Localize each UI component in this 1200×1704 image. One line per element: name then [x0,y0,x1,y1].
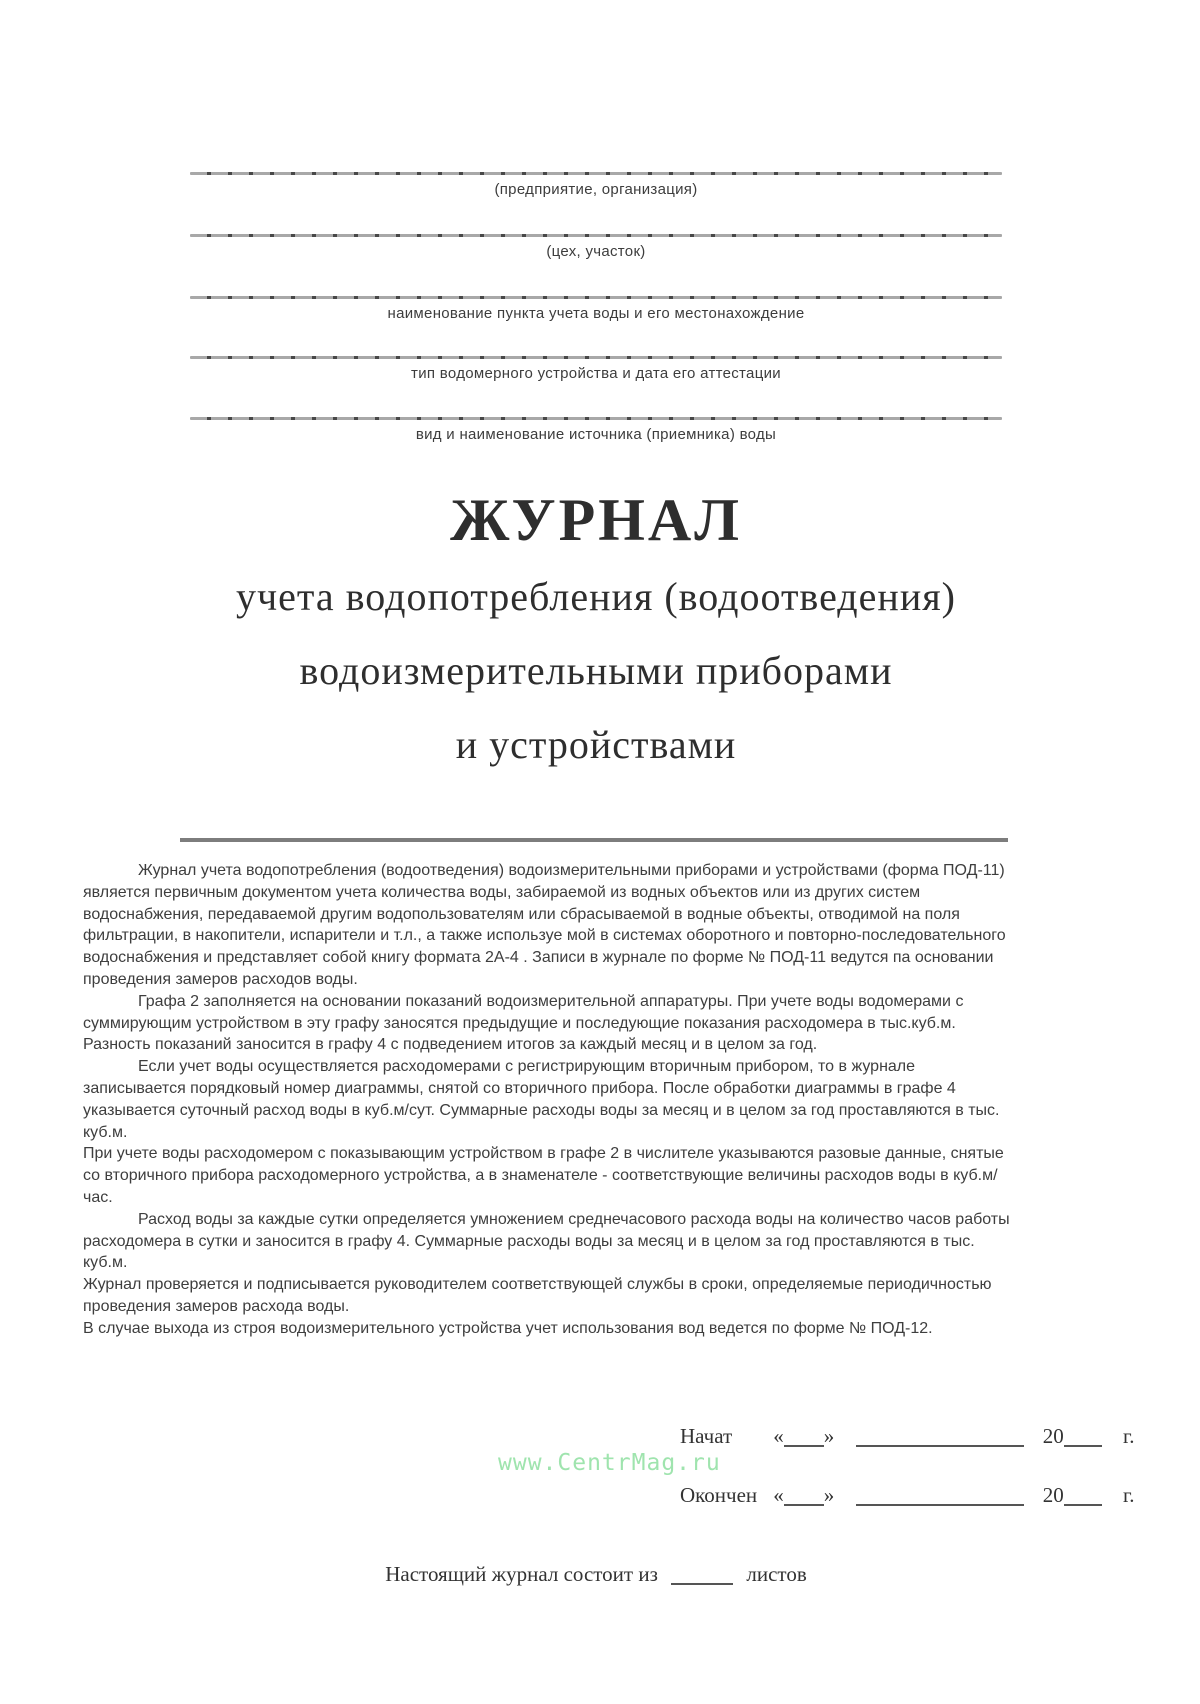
started-year-blank [1064,1445,1102,1447]
page-subtitle-line-1: учета водопотребления (водоотведения) [236,574,956,619]
instruction-paragraph: При учете воды расходомером с показывающим устройством в графе 2 в числителе указываются разовые данные, снятые со вторичного прибора расходомерного устройства, а в знаменателе - соответствующие величины расходов воды в куб.м/час. [83,1145,1004,1206]
field-device-type [190,356,1002,382]
started-day-blank [784,1445,824,1447]
page-subtitle-line-2: водоизмерительными приборами [299,648,893,693]
finished-label: Окончен [680,1483,758,1507]
instruction-paragraph: Журнал учета водопотребления (водоотведения) водоизмерительными приборами и устройствами (форма ПОД-11) является первичным документом учета количества воды, забираемой из водных объектов или из других систем водоснабжения, передаваемой другим водопользователям или сбрасываемой в водные объекты, отводимой на поля фильтрации, в накопители, испарители и т.л., а также используе мой в системах оборотного и повторно-последовательного водоснабжения и представляет собой книгу формата 2А-4 . Записи в журнале по форме № ПОД-11 ведутся па основании проведения замеров расходов воды. [83,862,1006,988]
finished-day-blank [784,1504,824,1506]
instruction-paragraph: Журнал проверяется и подписывается руководителем соответствующей службы в сроки, определяемые периодичностью проведения замеров расхода воды. [83,1276,992,1315]
close-quote: » [823,1483,835,1507]
year-prefix: 20 [1042,1483,1064,1507]
page-title: ЖУРНАЛ [450,487,742,553]
finished-row [680,1483,1135,1508]
instruction-paragraph: Если учет воды осуществляется расходомерами с регистрирующим вторичным прибором, то в журнале записывается порядковый номер диаграммы, снятой со вторичного прибора. После обработки диаграммы в графе 4 указывается суточный расход воды в куб.м/сут. Суммарные расходы воды за месяц и в целом за год проставляются в тыс. куб.м. [83,1058,1000,1141]
title-block [0,480,1192,782]
fill-in-line [190,234,1002,237]
field-label: наименование пункта учета воды и его местонахождение [387,305,805,322]
fill-in-line [190,172,1002,175]
finished-month-blank [856,1504,1024,1506]
open-quote: « [773,1483,784,1507]
year-suffix: г. [1123,1424,1135,1448]
watermark: www.CentrMag.ru [498,1450,721,1476]
divider-rule [180,838,1008,842]
field-workshop [190,234,1002,260]
finished-year-blank [1064,1504,1102,1506]
sheets-prefix: Настоящий журнал состоит из [385,1562,658,1586]
started-label: Начат [680,1424,733,1448]
year-suffix: г. [1123,1483,1135,1507]
field-label: тип водомерного устройства и дата его аттестации [411,365,781,382]
field-metering-point [190,296,1002,322]
fill-in-line [190,296,1002,299]
field-label: (цех, участок) [546,243,646,260]
field-organization [190,172,1002,198]
page-subtitle-line-3: и устройствами [455,722,737,767]
fill-in-line [190,417,1002,420]
started-row [680,1424,1135,1449]
sheets-count-blank [671,1583,733,1585]
close-quote: » [823,1424,835,1448]
fill-in-line [190,356,1002,359]
field-water-source [190,417,1002,443]
sheets-suffix: листов [746,1562,807,1586]
sheets-count-line [0,1562,1192,1587]
instructions-text [83,860,1017,1340]
instruction-paragraph: Расход воды за каждые сутки определяется умножением среднечасового расхода воды на количество часов работы расходомера в сутки и заносится в графу 4. Суммарные расходы воды за месяц и в целом за год проставляются в тыс. куб.м. [83,1210,1010,1272]
instruction-paragraph: Графа 2 заполняется на основании показаний водоизмерительной аппаратуры. При учете воды водомерами с суммирующим устройством в эту графу заносятся предыдущие и последующие показания расходомера в тыс.куб.м. Разность показаний заносится в графу 4 с подведением итогов за каждый месяц и в целом за год. [83,992,964,1054]
year-prefix: 20 [1042,1424,1064,1448]
instruction-paragraph: В случае выхода из строя водоизмерительного устройства учет использования вод ведется по форме № ПОД-12. [83,1319,933,1337]
field-label: (предприятие, организация) [494,181,698,198]
started-month-blank [856,1445,1024,1447]
field-label: вид и наименование источника (приемника) воды [415,426,777,443]
open-quote: « [773,1424,784,1448]
